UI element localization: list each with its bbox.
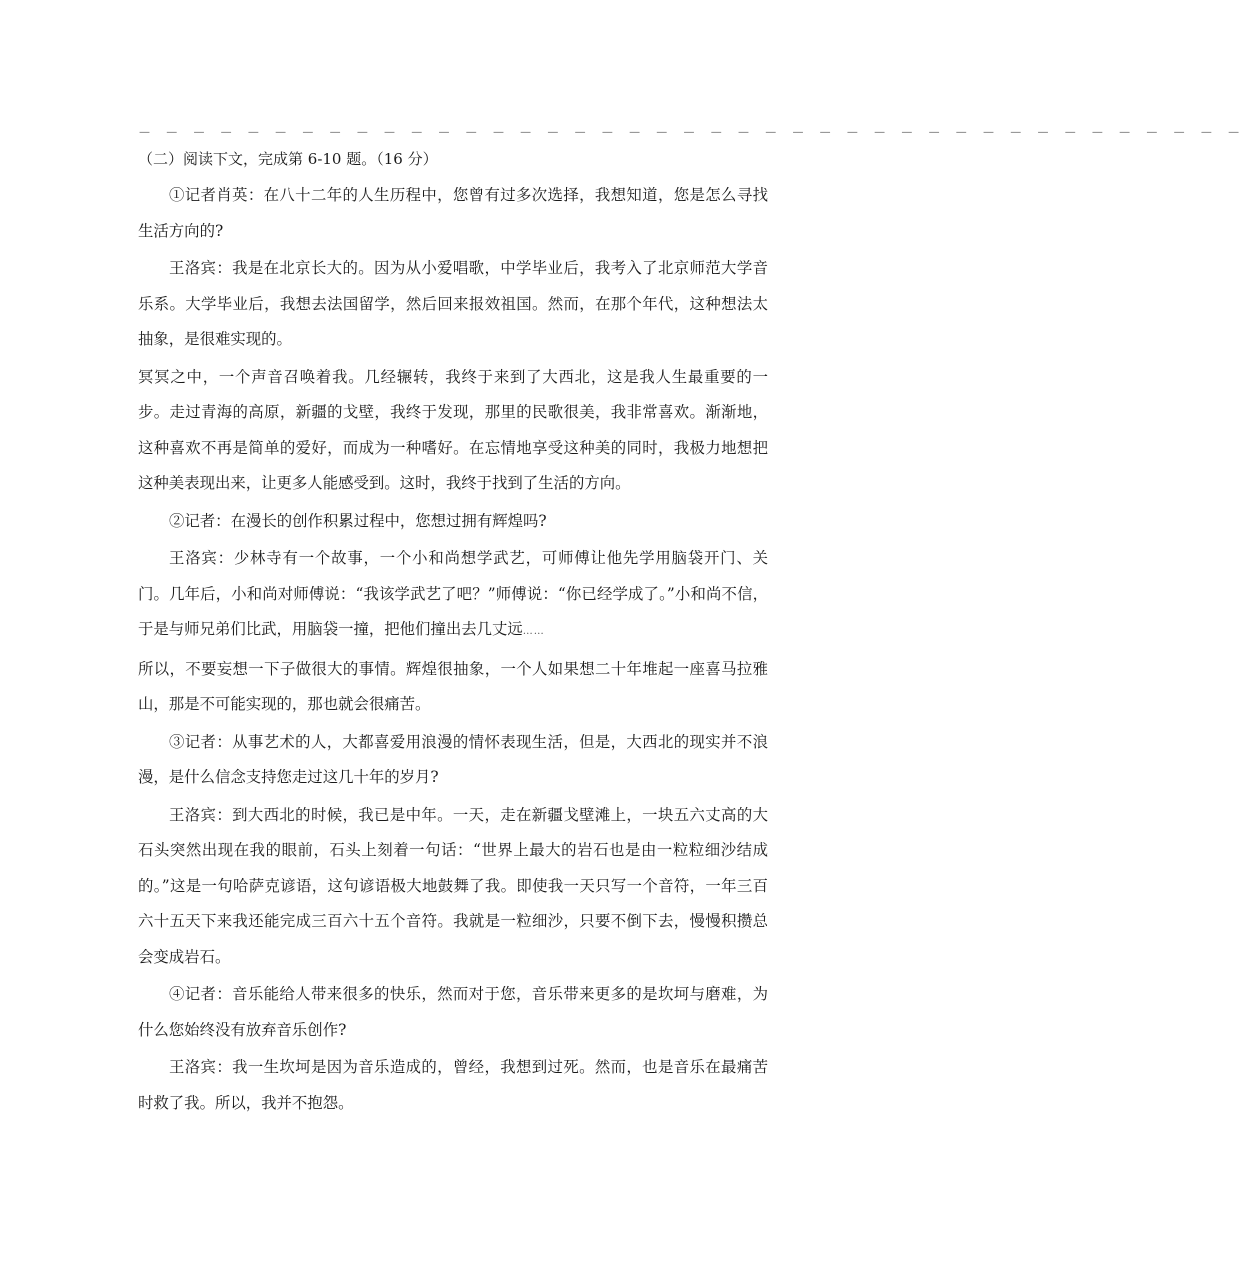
ellipsis-mark: …… xyxy=(522,626,545,637)
article-body xyxy=(138,178,768,1121)
paragraph-answer-2a-text: 王洛宾：少林寺有一个故事，一个小和尚想学武艺，可师傅让他先学用脑袋开门、关门。几年后，小和尚对师傅说：“我该学武艺了吧？”师傅说：“你已经学成了。”小和尚不信，于是与师兄弟们比武，用脑袋一撞，把他们撞出去几丈远 xyxy=(138,549,768,638)
paragraph-answer-1b: 冥冥之中，一个声音召唤着我。几经辗转，我终于来到了大西北，这是我人生最重要的一步。走过青海的高原，新疆的戈壁，我终于发现，那里的民歌很美，我非常喜欢。渐渐地，这种喜欢不再是简单的爱好，而成为一种嗜好。在忘情地享受这种美的同时，我极力地想把这种美表现出来，让更多人能感受到。这时，我终于找到了生活的方向。 xyxy=(138,367,768,492)
paragraph-question-2: ②记者：在漫长的创作积累过程中，您想过拥有辉煌吗? xyxy=(169,511,547,530)
paragraph-answer-3: 王洛宾：到大西北的时候，我已是中年。一天，走在新疆戈壁滩上，一块五六丈高的大石头突然出现在我的眼前，石头上刻着一句话：“世界上最大的岩石也是由一粒粒细沙结成的。”这是一句哈萨克谚语，这句谚语极大地鼓舞了我。即使我一天只写一个音符，一年三百六十五天下来我还能完成三百六十五个音符。我就是一粒细沙，只要不倒下去，慢慢积攒总会变成岩石。 xyxy=(138,805,768,966)
paragraph-answer-2a xyxy=(138,541,768,650)
paragraph-answer-1a: 王洛宾：我是在北京长大的。因为从小爱唱歌，中学毕业后，我考入了北京师范大学音乐系。大学毕业后，我想去法国留学，然后回来报效祖国。然而，在那个年代，这种想法太抽象，是很难实现的。 xyxy=(138,259,768,348)
dashed-divider: － － － － － － － － － － － － － － － － － － － － － － － － － － － － － － － － － － － － － － － － － xyxy=(138,126,1243,141)
section-heading: （二）阅读下文，完成第 6-10 题。（16 分） xyxy=(138,150,438,168)
paragraph-question-1: ①记者肖英：在八十二年的人生历程中，您曾有过多次选择，我想知道，您是怎么寻找生活方向的? xyxy=(138,186,768,240)
paragraph-question-3: ③记者：从事艺术的人，大都喜爱用浪漫的情怀表现生活，但是，大西北的现实并不浪漫，是什么信念支持您走过这几十年的岁月? xyxy=(138,732,768,786)
paragraph-question-4: ④记者：音乐能给人带来很多的快乐，然而对于您，音乐带来更多的是坎坷与磨难，为什么您始终没有放弃音乐创作? xyxy=(138,985,768,1039)
document-page xyxy=(138,124,1243,1123)
paragraph-answer-4: 王洛宾：我一生坎坷是因为音乐造成的，曾经，我想到过死。然而，也是音乐在最痛苦时救了我。所以，我并不抱怨。 xyxy=(138,1058,768,1112)
paragraph-answer-2b: 所以，不要妄想一下子做很大的事情。辉煌很抽象，一个人如果想二十年堆起一座喜马拉雅山，那是不可能实现的，那也就会很痛苦。 xyxy=(138,659,768,713)
